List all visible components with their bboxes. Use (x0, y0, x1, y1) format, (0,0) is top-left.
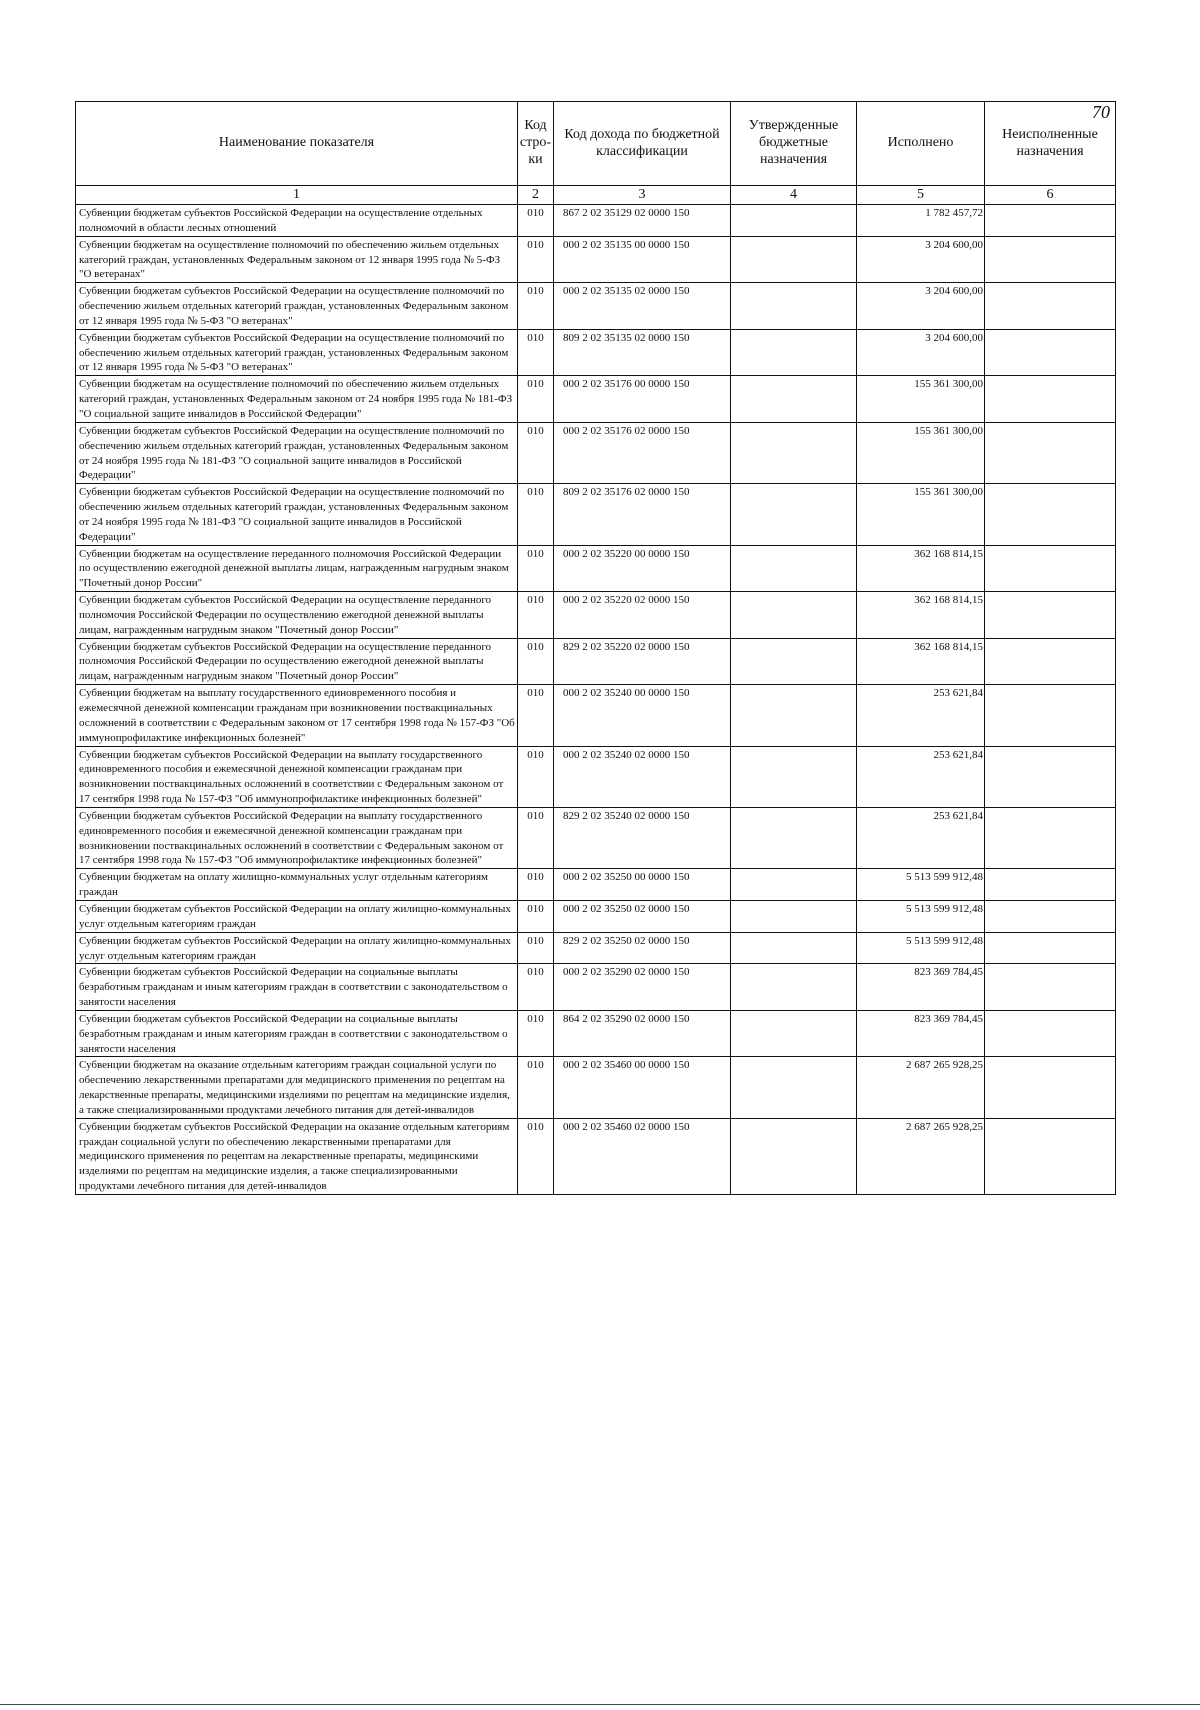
table-header-row (76, 102, 1116, 186)
table-row (76, 484, 1116, 545)
row-executed: 253 621,84 (857, 746, 985, 807)
row-approved (731, 484, 857, 545)
row-income-code: 000 2 02 35135 00 0000 150 (554, 236, 731, 283)
row-name: Субвенции бюджетам субъектов Российской Федерации на осуществление полномочий по обеспечению жильем отдельных категорий граждан, установленных Федеральным законом от 24 ноября 1995 года № 181-ФЗ "О социальной защите инвалидов в Российской Федерации" (76, 484, 518, 545)
row-unexecuted (985, 685, 1116, 746)
row-line-code: 010 (518, 1118, 554, 1194)
budget-revenue-table (75, 101, 1116, 1195)
row-name: Субвенции бюджетам субъектов Российской Федерации на осуществление отдельных полномочий в области лесных отношений (76, 205, 518, 237)
row-line-code: 010 (518, 1010, 554, 1057)
row-line-code: 010 (518, 900, 554, 932)
row-executed: 155 361 300,00 (857, 376, 985, 423)
row-approved (731, 746, 857, 807)
row-executed: 362 168 814,15 (857, 638, 985, 685)
row-unexecuted (985, 964, 1116, 1011)
table-row (76, 1057, 1116, 1118)
row-approved (731, 205, 857, 237)
page-bottom-rule (0, 1704, 1200, 1705)
row-approved (731, 807, 857, 868)
row-approved (731, 900, 857, 932)
row-executed: 823 369 784,45 (857, 964, 985, 1011)
row-approved (731, 964, 857, 1011)
row-name: Субвенции бюджетам на оказание отдельным категориям граждан социальной услуги по обеспечению лекарственными препаратами для медицинского применения по рецептам на лекарственные препараты, медицинскими изделиями по рецептам на медицинские изделия, а также специализированными продуктами лечебного питания для детей-инвалидов (76, 1057, 518, 1118)
row-name: Субвенции бюджетам на осуществление переданного полномочия Российской Федерации по осуществлению ежегодной денежной выплаты лицам, награжденным нагрудным знаком "Почетный донор России" (76, 545, 518, 592)
row-income-code: 000 2 02 35290 02 0000 150 (554, 964, 731, 1011)
row-unexecuted (985, 422, 1116, 483)
column-number-row (76, 186, 1116, 205)
table-row (76, 638, 1116, 685)
row-line-code: 010 (518, 592, 554, 639)
row-approved (731, 236, 857, 283)
row-approved (731, 1010, 857, 1057)
table-row (76, 1118, 1116, 1194)
row-line-code: 010 (518, 869, 554, 901)
row-executed: 823 369 784,45 (857, 1010, 985, 1057)
row-approved (731, 422, 857, 483)
table-row (76, 900, 1116, 932)
row-line-code: 010 (518, 545, 554, 592)
row-unexecuted (985, 484, 1116, 545)
header-executed: Исполнено (857, 102, 985, 186)
row-line-code: 010 (518, 484, 554, 545)
row-line-code: 010 (518, 283, 554, 330)
row-line-code: 010 (518, 807, 554, 868)
row-line-code: 010 (518, 932, 554, 964)
row-income-code: 829 2 02 35240 02 0000 150 (554, 807, 731, 868)
row-unexecuted (985, 638, 1116, 685)
header-income-code: Код дохода по бюджетной классификации (554, 102, 731, 186)
row-name: Субвенции бюджетам субъектов Российской Федерации на выплату государственного единовременного пособия и ежемесячной денежной компенсации гражданам при возникновении поствакцинальных осложнений в соответствии с Федеральным законом от 17 сентября 1998 года № 157-ФЗ "Об иммунопрофилактике инфекционных болезней" (76, 807, 518, 868)
row-income-code: 867 2 02 35129 02 0000 150 (554, 205, 731, 237)
row-approved (731, 1118, 857, 1194)
column-number: 1 (76, 186, 518, 205)
row-executed: 3 204 600,00 (857, 283, 985, 330)
row-unexecuted (985, 1010, 1116, 1057)
row-income-code: 000 2 02 35176 02 0000 150 (554, 422, 731, 483)
row-executed: 2 687 265 928,25 (857, 1118, 985, 1194)
table-row (76, 283, 1116, 330)
row-line-code: 010 (518, 422, 554, 483)
row-name: Субвенции бюджетам на выплату государственного единовременного пособия и ежемесячной денежной компенсации гражданам при возникновении поствакцинальных осложнений в соответствии с Федеральным законом от 17 сентября 1998 года № 157-ФЗ "Об иммунопрофилактике инфекционных болезней" (76, 685, 518, 746)
row-income-code: 000 2 02 35220 02 0000 150 (554, 592, 731, 639)
row-unexecuted (985, 545, 1116, 592)
row-line-code: 010 (518, 685, 554, 746)
row-executed: 5 513 599 912,48 (857, 869, 985, 901)
row-income-code: 000 2 02 35250 00 0000 150 (554, 869, 731, 901)
row-unexecuted (985, 1057, 1116, 1118)
row-executed: 5 513 599 912,48 (857, 900, 985, 932)
column-number: 3 (554, 186, 731, 205)
row-income-code: 809 2 02 35135 02 0000 150 (554, 329, 731, 376)
row-unexecuted (985, 283, 1116, 330)
row-line-code: 010 (518, 376, 554, 423)
row-income-code: 000 2 02 35176 00 0000 150 (554, 376, 731, 423)
row-unexecuted (985, 869, 1116, 901)
row-approved (731, 932, 857, 964)
row-approved (731, 283, 857, 330)
header-line-code: Код стро-ки (518, 102, 554, 186)
row-approved (731, 638, 857, 685)
row-approved (731, 685, 857, 746)
row-name: Субвенции бюджетам на осуществление полномочий по обеспечению жильем отдельных категорий граждан, установленных Федеральным законом от 24 ноября 1995 года № 181-ФЗ "О социальной защите инвалидов в Российской Федерации" (76, 376, 518, 423)
table-row (76, 376, 1116, 423)
row-executed: 155 361 300,00 (857, 484, 985, 545)
row-executed: 1 782 457,72 (857, 205, 985, 237)
row-name: Субвенции бюджетам субъектов Российской Федерации на осуществление полномочий по обеспечению жильем отдельных категорий граждан, установленных Федеральным законом от 12 января 1995 года № 5-ФЗ "О ветеранах" (76, 283, 518, 330)
header-unexecuted: Неисполненные назначения (985, 102, 1116, 186)
row-name: Субвенции бюджетам субъектов Российской Федерации на осуществление полномочий по обеспечению жильем отдельных категорий граждан, установленных Федеральным законом от 24 ноября 1995 года № 181-ФЗ "О социальной защите инвалидов в Российской Федерации" (76, 422, 518, 483)
row-unexecuted (985, 932, 1116, 964)
table-row (76, 685, 1116, 746)
table-row (76, 964, 1116, 1011)
row-unexecuted (985, 205, 1116, 237)
row-approved (731, 1057, 857, 1118)
row-approved (731, 869, 857, 901)
row-income-code: 000 2 02 35240 02 0000 150 (554, 746, 731, 807)
row-unexecuted (985, 592, 1116, 639)
row-executed: 253 621,84 (857, 685, 985, 746)
row-executed: 3 204 600,00 (857, 329, 985, 376)
row-unexecuted (985, 329, 1116, 376)
row-income-code: 000 2 02 35250 02 0000 150 (554, 900, 731, 932)
table-row (76, 422, 1116, 483)
page-number: 70 (1092, 102, 1110, 122)
table-row (76, 205, 1116, 237)
row-line-code: 010 (518, 638, 554, 685)
table-row (76, 236, 1116, 283)
table-row (76, 592, 1116, 639)
row-line-code: 010 (518, 236, 554, 283)
row-approved (731, 592, 857, 639)
row-unexecuted (985, 746, 1116, 807)
row-income-code: 000 2 02 35240 00 0000 150 (554, 685, 731, 746)
row-name: Субвенции бюджетам субъектов Российской Федерации на социальные выплаты безработным гражданам и иным категориям граждан в соответствии с законодательством о занятости населения (76, 964, 518, 1011)
row-executed: 5 513 599 912,48 (857, 932, 985, 964)
table-row (76, 1010, 1116, 1057)
row-executed: 2 687 265 928,25 (857, 1057, 985, 1118)
row-executed: 3 204 600,00 (857, 236, 985, 283)
row-approved (731, 545, 857, 592)
table-row (76, 869, 1116, 901)
row-executed: 155 361 300,00 (857, 422, 985, 483)
row-name: Субвенции бюджетам субъектов Российской Федерации на выплату государственного единовременного пособия и ежемесячной денежной компенсации гражданам при возникновении поствакцинальных осложнений в соответствии с Федеральным законом от 17 сентября 1998 года № 157-ФЗ "Об иммунопрофилактике инфекционных болезней" (76, 746, 518, 807)
row-name: Субвенции бюджетам субъектов Российской Федерации на осуществление переданного полномочия Российской Федерации по осуществлению ежегодной денежной выплаты лицам, награжденным нагрудным знаком "Почетный донор России" (76, 638, 518, 685)
row-line-code: 010 (518, 964, 554, 1011)
row-name: Субвенции бюджетам субъектов Российской Федерации на осуществление полномочий по обеспечению жильем отдельных категорий граждан, установленных Федеральным законом от 12 января 1995 года № 5-ФЗ "О ветеранах" (76, 329, 518, 376)
row-unexecuted (985, 1118, 1116, 1194)
row-name: Субвенции бюджетам субъектов Российской Федерации на оплату жилищно-коммунальных услуг отдельным категориям граждан (76, 900, 518, 932)
row-unexecuted (985, 236, 1116, 283)
column-number: 4 (731, 186, 857, 205)
row-income-code: 829 2 02 35220 02 0000 150 (554, 638, 731, 685)
table-row (76, 746, 1116, 807)
row-unexecuted (985, 900, 1116, 932)
column-number: 2 (518, 186, 554, 205)
row-income-code: 000 2 02 35135 02 0000 150 (554, 283, 731, 330)
column-number: 6 (985, 186, 1116, 205)
table-row (76, 329, 1116, 376)
table-row (76, 932, 1116, 964)
row-income-code: 000 2 02 35460 02 0000 150 (554, 1118, 731, 1194)
row-income-code: 829 2 02 35250 02 0000 150 (554, 932, 731, 964)
table-row (76, 807, 1116, 868)
header-approved: Утвержденные бюджетные назначения (731, 102, 857, 186)
row-name: Субвенции бюджетам субъектов Российской Федерации на осуществление переданного полномочия Российской Федерации по осуществлению ежегодной денежной выплаты лицам, награжденным нагрудным знаком "Почетный донор России" (76, 592, 518, 639)
row-income-code: 809 2 02 35176 02 0000 150 (554, 484, 731, 545)
row-income-code: 864 2 02 35290 02 0000 150 (554, 1010, 731, 1057)
row-line-code: 010 (518, 1057, 554, 1118)
row-name: Субвенции бюджетам на осуществление полномочий по обеспечению жильем отдельных категорий граждан, установленных Федеральным законом от 12 января 1995 года № 5-ФЗ "О ветеранах" (76, 236, 518, 283)
row-executed: 362 168 814,15 (857, 545, 985, 592)
row-unexecuted (985, 376, 1116, 423)
row-name: Субвенции бюджетам на оплату жилищно-коммунальных услуг отдельным категориям граждан (76, 869, 518, 901)
table-body (76, 205, 1116, 1195)
row-executed: 362 168 814,15 (857, 592, 985, 639)
row-name: Субвенции бюджетам субъектов Российской Федерации на социальные выплаты безработным гражданам и иным категориям граждан в соответствии с законодательством о занятости населения (76, 1010, 518, 1057)
row-unexecuted (985, 807, 1116, 868)
row-line-code: 010 (518, 746, 554, 807)
row-name: Субвенции бюджетам субъектов Российской Федерации на оплату жилищно-коммунальных услуг отдельным категориям граждан (76, 932, 518, 964)
row-name: Субвенции бюджетам субъектов Российской Федерации на оказание отдельным категориям граждан социальной услуги по обеспечению лекарственными препаратами для медицинского применения по рецептам на лекарственные препараты, медицинскими изделиями по рецептам на медицинские изделия, а также специализированными продуктами лечебного питания для детей-инвалидов (76, 1118, 518, 1194)
column-number: 5 (857, 186, 985, 205)
row-line-code: 010 (518, 205, 554, 237)
row-approved (731, 329, 857, 376)
row-executed: 253 621,84 (857, 807, 985, 868)
row-line-code: 010 (518, 329, 554, 376)
row-approved (731, 376, 857, 423)
row-income-code: 000 2 02 35460 00 0000 150 (554, 1057, 731, 1118)
table-row (76, 545, 1116, 592)
row-income-code: 000 2 02 35220 00 0000 150 (554, 545, 731, 592)
header-name: Наименование показателя (76, 102, 518, 186)
